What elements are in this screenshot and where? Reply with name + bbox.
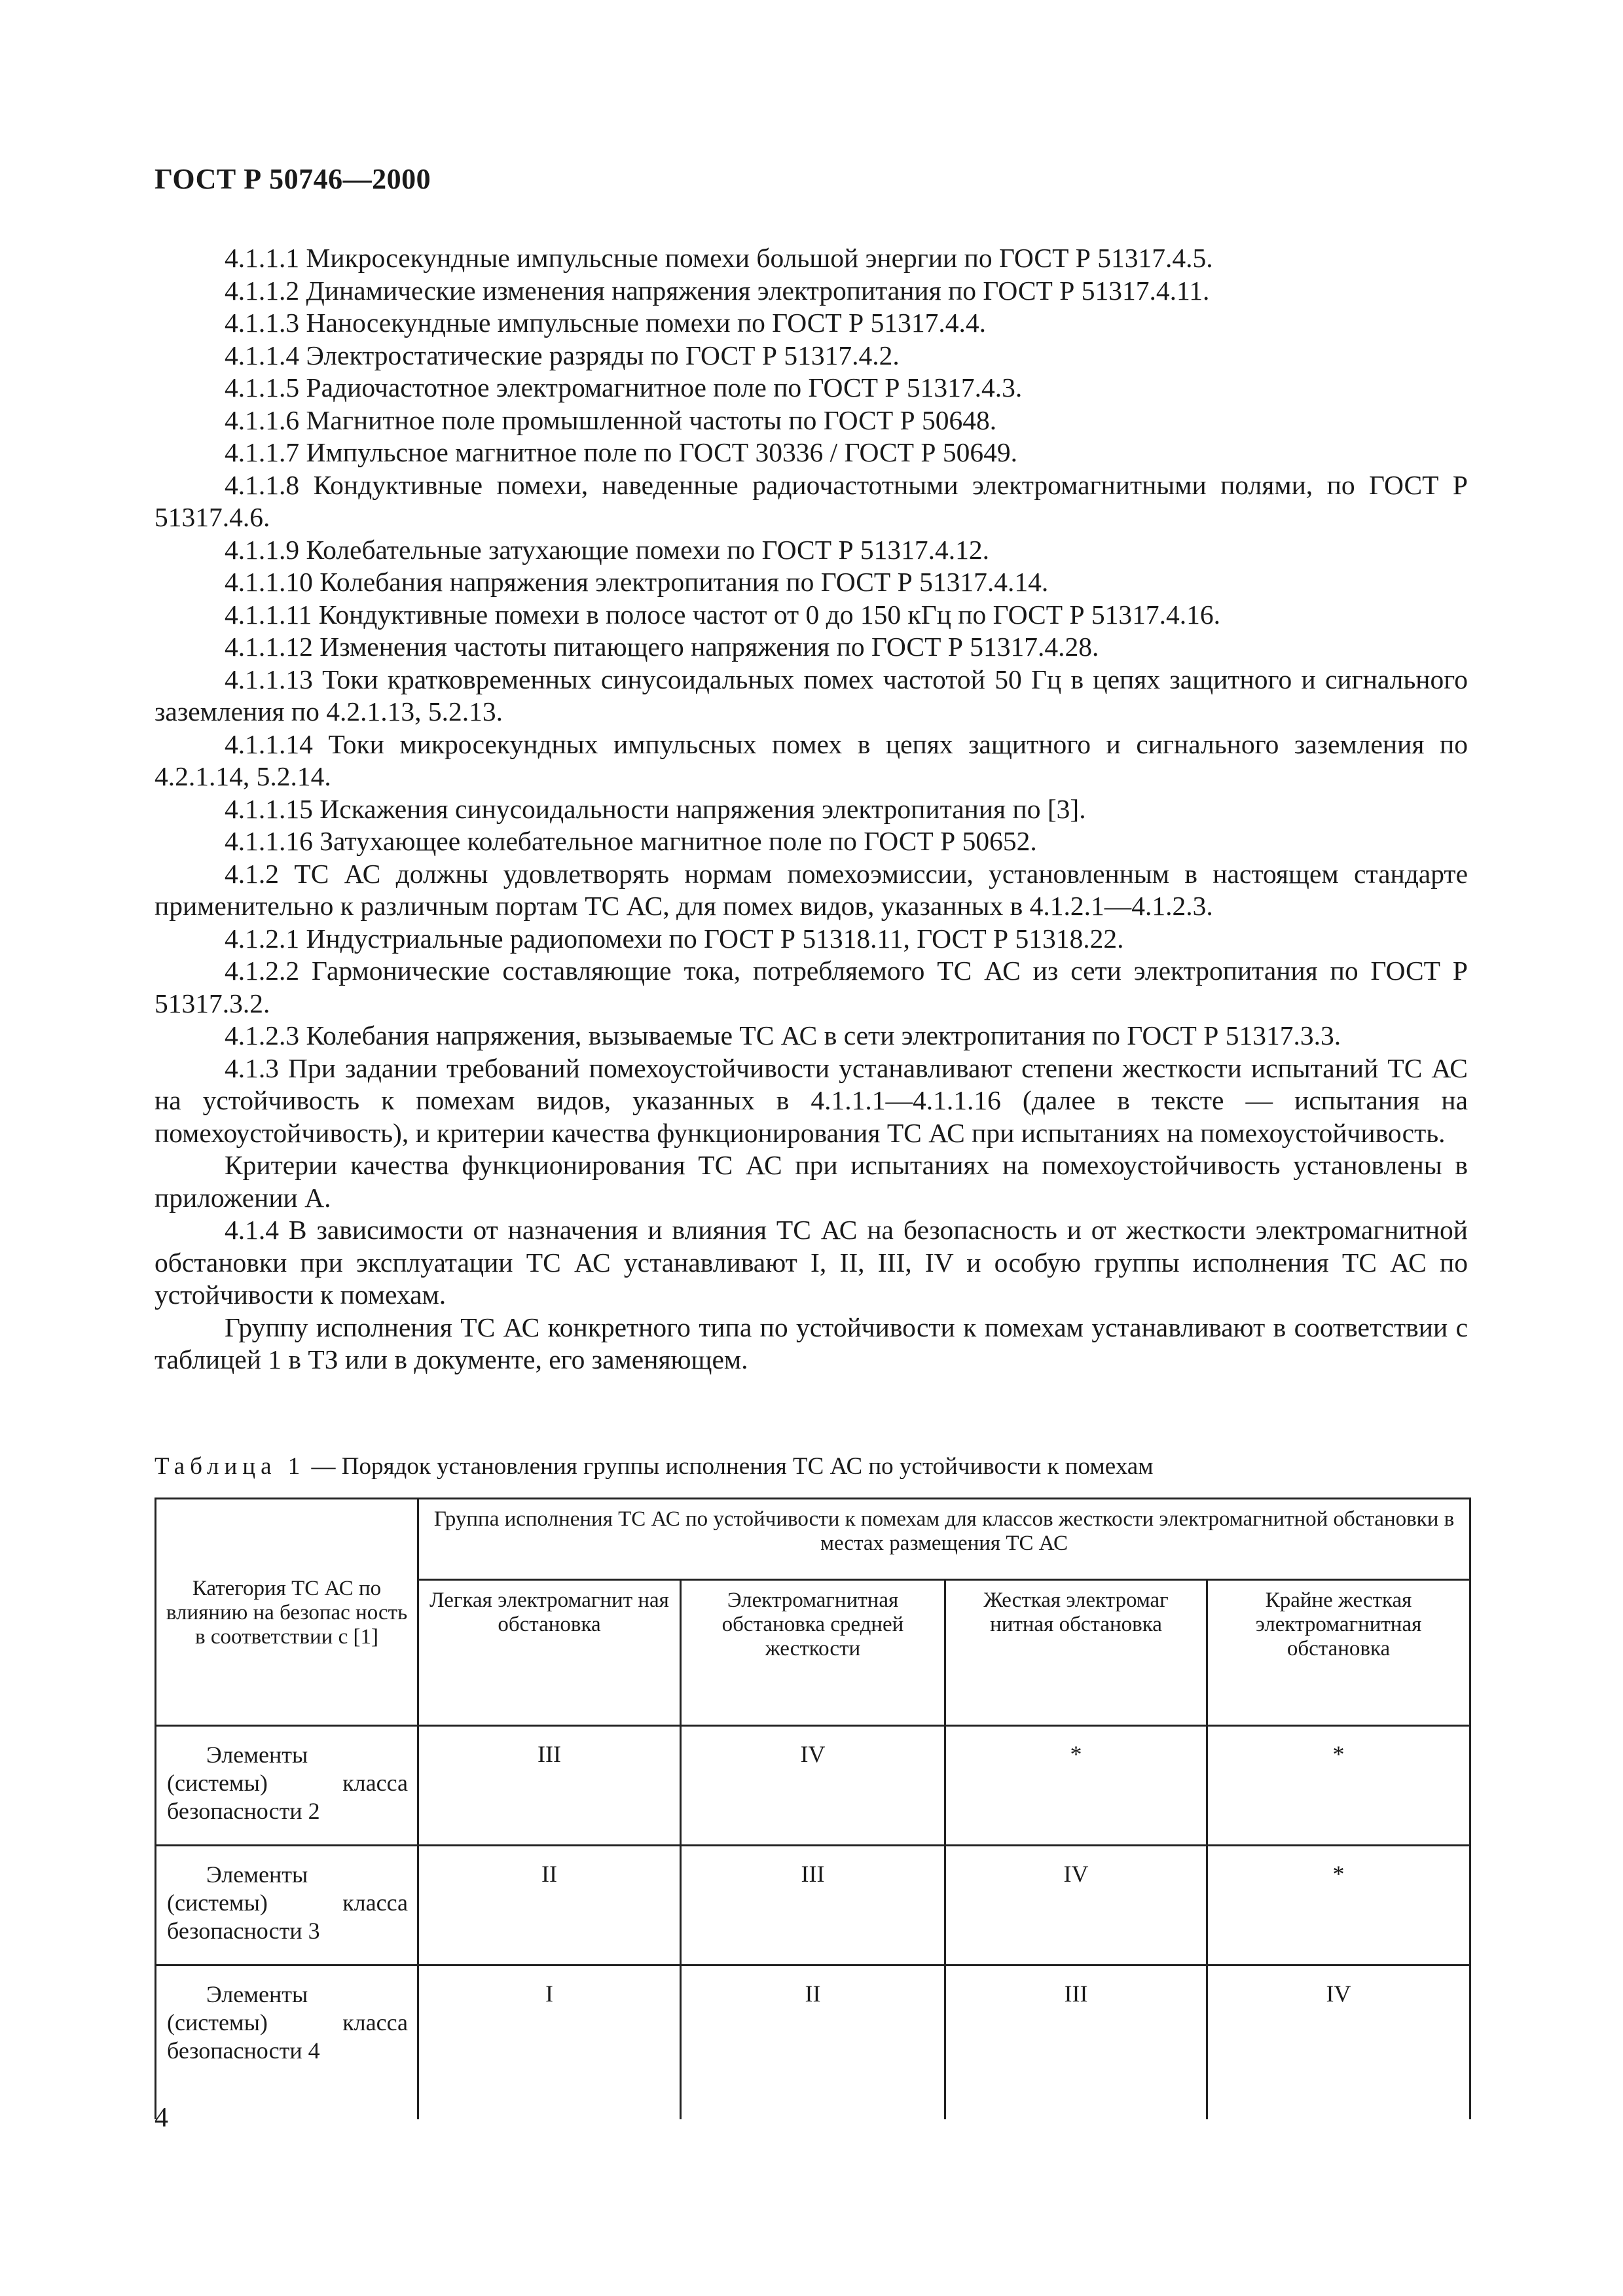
paragraph: 4.1.1.9 Колебательные затухающие помехи по ГОСТ Р 51317.4.12. (225, 534, 990, 565)
paragraph: 4.1.3 При задании требований помехоустойчивости устанавливают степени жесткости испытаний ТС АС на устойчивость к помехам видов, указанных в 4.1.1.1—4.1.1.16 (далее в тексте — испытания на помехоустойчивость), и критерии качества функционирования ТС АС при испытаниях на помехоустойчивость. (155, 1052, 1468, 1148)
paragraph: 4.1.1.10 Колебания напряжения электропитания по ГОСТ Р 51317.4.14. (225, 567, 1049, 597)
paragraph: 4.1.2 ТС АС должны удовлетворять нормам помехоэмиссии, установленным в настоящем стандарте применительно к различным портам ТС АС, для помех видов, указанных в 4.1.2.1—4.1.2.3. (155, 858, 1468, 921)
paragraph: 4.1.1.11 Кондуктивные помехи в полосе частот от 0 до 150 кГц по ГОСТ Р 51317.4.16. (225, 599, 1221, 630)
paragraph: 4.1.1.8 Кондуктивные помехи, наведенные радиочастотными электромагнитными полями, по ГОСТ Р 51317.4.6. (155, 469, 1468, 532)
table-row (156, 1846, 1470, 1965)
table-header-category: Категория ТС АС по влиянию на безопас ность в соответствии с [1] (156, 1499, 418, 1726)
paragraph: 4.1.4 В зависимости от назначения и влияния ТС АС на безопасность и от жесткости электромагнитной обстановки при эксплуатации ТС АС устанавливают I, II, III, IV и особую группы исполнения ТС АС по устойчивости к помехам. (155, 1215, 1468, 1310)
table-caption-label: Таблица 1 (155, 1453, 306, 1480)
table-subheader: Электромагнитная обстановка средней жесткости (681, 1580, 945, 1726)
table-cell: IV (1207, 1965, 1470, 2119)
table-subheader: Жесткая электромаг нитная обстановка (945, 1580, 1207, 1726)
table-1 (155, 1498, 1471, 2119)
table-cell: I (418, 1965, 681, 2119)
paragraph: 4.1.1.6 Магнитное поле промышленной частоты по ГОСТ Р 50648. (225, 404, 997, 435)
paragraph: 4.1.1.4 Электростатические разряды по ГОСТ Р 51317.4.2. (225, 340, 900, 370)
table-cell: * (1207, 1726, 1470, 1846)
paragraph: Критерии качества функционирования ТС АС при испытаниях на помехоустойчивость установлены в приложении А. (155, 1150, 1468, 1213)
table-row (156, 1726, 1470, 1846)
table-cell: IV (945, 1846, 1207, 1965)
table-row (156, 1965, 1470, 2119)
table-header-row (156, 1499, 1470, 1580)
paragraph: 4.1.1.16 Затухающее колебательное магнитное поле по ГОСТ Р 50652. (225, 826, 1037, 856)
paragraph: 4.1.2.3 Колебания напряжения, вызываемые ТС АС в сети электропитания по ГОСТ Р 51317.3.3. (225, 1020, 1341, 1050)
table-cell-category: Элементы (системы) класса безопасности 3 (156, 1846, 418, 1965)
table-subheader: Легкая электромагнит ная обстановка (418, 1580, 681, 1726)
paragraph: 4.1.2.2 Гармонические составляющие тока, потребляемого ТС АС из сети электропитания по ГОСТ Р 51317.3.2. (155, 956, 1468, 1018)
table-cell: III (681, 1846, 945, 1965)
table-cell: * (1207, 1846, 1470, 1965)
paragraph: 4.1.1.5 Радиочастотное электромагнитное поле по ГОСТ Р 51317.4.3. (225, 372, 1023, 403)
paragraph: 4.1.1.2 Динамические изменения напряжения электропитания по ГОСТ Р 51317.4.11. (225, 275, 1210, 306)
paragraph: 4.1.1.13 Токи кратковременных синусоидальных помех частотой 50 Гц в цепях защитного и сигнального заземления по 4.2.1.13, 5.2.13. (155, 664, 1468, 726)
table-cell: III (945, 1965, 1207, 2119)
paragraph: 4.1.1.7 Импульсное магнитное поле по ГОСТ 30336 / ГОСТ Р 50649. (225, 437, 1017, 467)
page-number: 4 (155, 2103, 168, 2133)
table-cell: II (418, 1846, 681, 1965)
table-cell: IV (681, 1726, 945, 1846)
paragraph: 4.1.1.15 Искажения синусоидальности напряжения электропитания по [3]. (225, 793, 1086, 824)
paragraph: 4.1.1.14 Токи микросекундных импульсных помех в цепях защитного и сигнального заземления по 4.2.1.14, 5.2.14. (155, 728, 1468, 791)
paragraph: 4.1.1.12 Изменения частоты питающего напряжения по ГОСТ Р 51317.4.28. (225, 632, 1099, 662)
table-cell: * (945, 1726, 1207, 1846)
table-subheader: Крайне жесткая электромагнитная обстановка (1207, 1580, 1470, 1726)
paragraph: 4.1.1.1 Микросекундные импульсные помехи большой энергии по ГОСТ Р 51317.4.5. (225, 243, 1213, 273)
paragraph: Группу исполнения ТС АС конкретного типа по устойчивости к помехам устанавливают в соответствии с таблицей 1 в ТЗ или в документе, его заменяющем. (155, 1312, 1468, 1374)
table-header-group: Группа исполнения ТС АС по устойчивости к помехам для классов жесткости электромагнитной обстановки в местах размещения ТС АС (418, 1499, 1470, 1580)
body-text (155, 242, 1468, 1376)
table-cell-category: Элементы (системы) класса безопасности 2 (156, 1726, 418, 1846)
document-header: ГОСТ Р 50746—2000 (155, 163, 431, 195)
paragraph: 4.1.1.3 Наносекундные импульсные помехи по ГОСТ Р 51317.4.4. (225, 308, 986, 338)
table-cell: II (681, 1965, 945, 2119)
paragraph: 4.1.2.1 Индустриальные радиопомехи по ГОСТ Р 51318.11, ГОСТ Р 51318.22. (225, 923, 1124, 954)
table-cell-category: Элементы (системы) класса безопасности 4 (156, 1965, 418, 2119)
table-caption-text: — Порядок установления группы исполнения ТС АС по устойчивости к помехам (305, 1453, 1154, 1480)
table-cell: III (418, 1726, 681, 1846)
table-caption (155, 1452, 1154, 1482)
